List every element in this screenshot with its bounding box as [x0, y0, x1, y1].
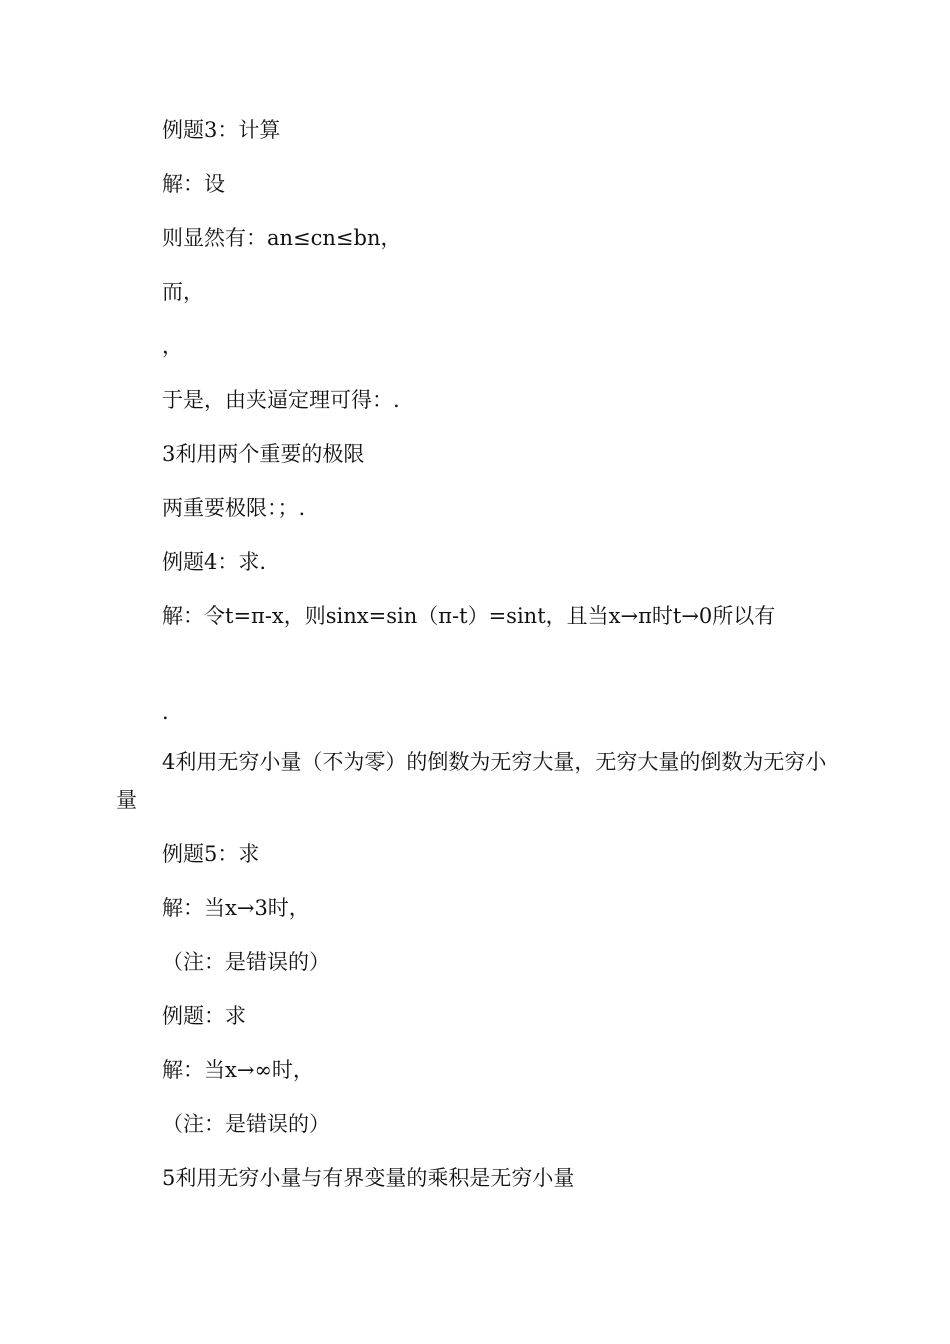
section-5-heading: 5利用无穷小量与有界变量的乘积是无穷小量: [162, 1166, 575, 1190]
note-line-1: （注：是错误的）: [162, 950, 330, 974]
two-limits-line: 两重要极限：；.: [162, 496, 306, 520]
example-4-solution: 解：令t=π-x，则sinx=sin（π-t）=sint，且当x→π时t→0所以有: [162, 604, 776, 628]
and-line: 而，: [162, 280, 204, 304]
example-solution: 解：当x→∞时，: [162, 1058, 314, 1082]
inequality-line: 则显然有：an≤cn≤bn，: [162, 226, 402, 250]
example-4-heading: 例题4：求.: [162, 550, 267, 574]
example-heading: 例题：求: [162, 1004, 246, 1028]
comma-line: ，: [162, 334, 183, 358]
example-5-solution: 解：当x→3时，: [162, 896, 310, 920]
period-line: .: [162, 700, 169, 724]
section-3-heading: 3利用两个重要的极限: [162, 442, 365, 466]
solution-let-line: 解：设: [162, 172, 225, 196]
note-line-2: （注：是错误的）: [162, 1112, 330, 1136]
section-4-heading: 4利用无穷小量（不为零）的倒数为无穷大量，无穷大量的倒数为无穷小量: [116, 750, 827, 812]
squeeze-theorem-line: 于是，由夹逼定理可得：.: [162, 388, 400, 412]
example-5-heading: 例题5：求: [162, 842, 260, 866]
example-3-heading: 例题3：计算: [162, 118, 281, 142]
